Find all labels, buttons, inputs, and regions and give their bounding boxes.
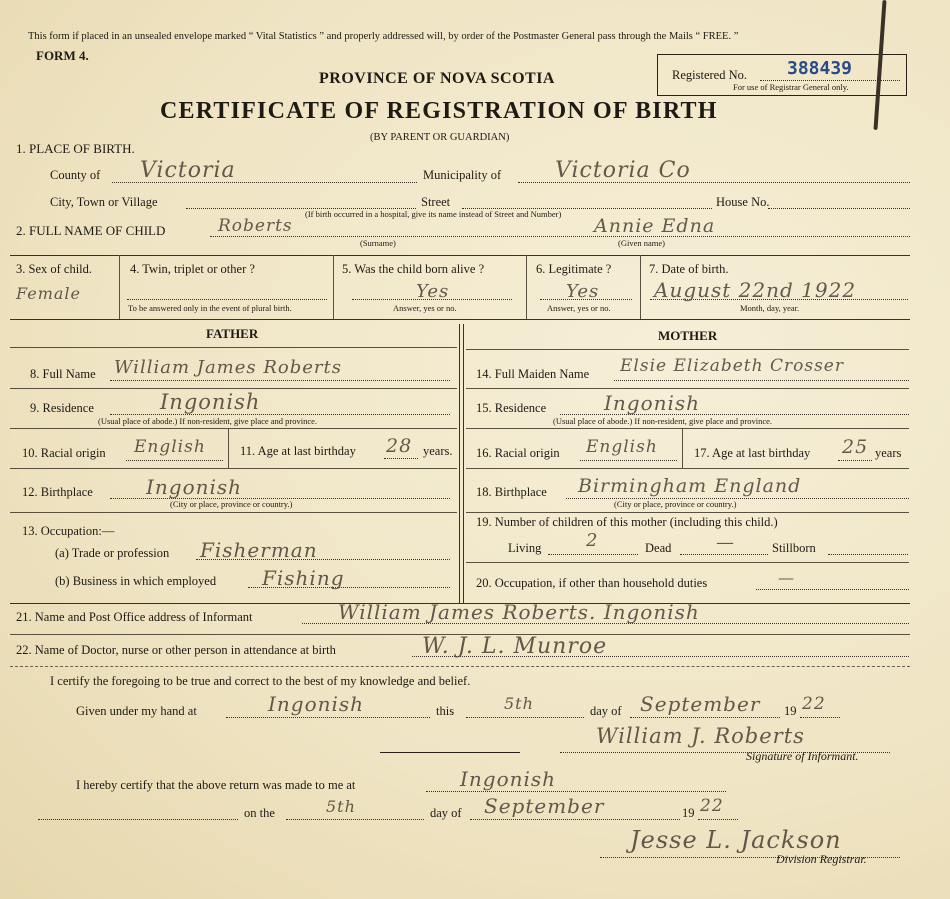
county-value: Victoria <box>140 158 236 183</box>
legitimate-caption: Answer, yes or no. <box>547 303 611 313</box>
father-business-label: (b) Business in which employed <box>55 574 217 588</box>
informant-value: William James Roberts. Ingonish <box>338 600 700 624</box>
born-alive-value: Yes <box>416 281 450 302</box>
mother-birthplace-label: 18. Birthplace <box>476 485 547 499</box>
father-racial-label: 10. Racial origin <box>22 446 106 460</box>
mother-residence-value: Ingonish <box>604 391 701 415</box>
county-label: County of <box>50 168 101 182</box>
father-years-label: years. <box>423 444 453 458</box>
date-of-birth-caption: Month, day, year. <box>740 303 800 313</box>
given-month-value: September <box>640 692 761 716</box>
municipality-value: Victoria Co <box>555 158 691 183</box>
father-trade-value: Fisherman <box>200 538 318 562</box>
father-business-value: Fishing <box>262 566 345 590</box>
form-number: FORM 4. <box>36 48 89 63</box>
father-trade-label: (a) Trade or profession <box>55 546 170 560</box>
given-name-caption: (Given name) <box>618 238 665 248</box>
mother-residence-caption: (Usual place of abode.) If non-resident, give place and province. <box>553 416 773 426</box>
father-birthplace-value: Ingonish <box>146 475 243 499</box>
place-of-birth-label: 1. PLACE OF BIRTH. <box>16 141 135 156</box>
registrar-day-of-label: day of <box>430 806 462 820</box>
mother-occupation-label: 20. Occupation, if other than household duties <box>476 576 708 590</box>
father-residence-value: Ingonish <box>160 390 261 414</box>
given-under-label: Given under my hand at <box>76 704 197 718</box>
registered-label: Registered No. <box>672 68 747 82</box>
certificate-subtitle: (BY PARENT OR GUARDIAN) <box>370 132 510 143</box>
registrar-on-label: on the <box>244 806 275 820</box>
registrar-place-value: Ingonish <box>460 767 557 791</box>
date-of-birth-value: August 22nd 1922 <box>654 278 857 302</box>
registrar-caption: Division Registrar. <box>776 852 867 866</box>
street-label: Street <box>421 195 451 209</box>
registrar-year-prefix: 19 <box>682 806 695 820</box>
mother-age-value: 25 <box>842 436 869 458</box>
this-label: this <box>436 704 455 718</box>
house-number-label: House No. <box>716 195 770 209</box>
father-name-label: 8. Full Name <box>30 367 96 381</box>
doctor-value: W. J. L. Munroe <box>422 634 608 659</box>
mailing-notice: This form if placed in an unsealed envelope marked “ Vital Statistics ” and properly addressed will, by order of the Postmaster General pass through the Mails “ FREE. ” <box>28 31 739 42</box>
child-name-label: 2. FULL NAME OF CHILD <box>16 223 166 238</box>
registrar-month-value: September <box>484 794 605 818</box>
father-name-value: William James Roberts <box>114 357 342 378</box>
mother-racial-label: 16. Racial origin <box>476 446 560 460</box>
registrar-day-value: 5th <box>326 797 356 816</box>
living-label: Living <box>508 541 542 555</box>
given-day-value: 5th <box>504 694 534 713</box>
father-age-value: 28 <box>386 435 413 457</box>
given-year-prefix: 19 <box>784 704 797 718</box>
dead-label: Dead <box>645 541 672 555</box>
father-age-label: 11. Age at last birthday <box>240 444 356 458</box>
legitimate-label: 6. Legitimate ? <box>536 262 612 276</box>
province-heading: PROVINCE OF NOVA SCOTIA <box>319 70 555 87</box>
father-residence-caption: (Usual place of abode.) If non-resident, give place and province. <box>98 416 318 426</box>
father-racial-value: English <box>134 437 206 457</box>
municipality-label: Municipality of <box>423 168 502 182</box>
day-of-label: day of <box>590 704 622 718</box>
mother-residence-label: 15. Residence <box>476 401 547 415</box>
sex-value: Female <box>16 284 81 303</box>
mother-age-label: 17. Age at last birthday <box>694 446 811 460</box>
city-label: City, Town or Village <box>50 195 158 209</box>
living-value: 2 <box>586 530 599 551</box>
mother-occupation-value: — <box>778 568 795 587</box>
mother-years-label: years <box>875 446 902 460</box>
twin-note: To be answered only in the event of plural birth. <box>128 303 292 313</box>
mother-name-label: 14. Full Maiden Name <box>476 367 590 381</box>
born-alive-caption: Answer, yes or no. <box>393 303 457 313</box>
hospital-note: (If birth occurred in a hospital, give its name instead of Street and Number) <box>305 209 562 219</box>
mother-birthplace-value: Birmingham England <box>578 475 802 497</box>
mother-birthplace-caption: (City or place, province or country.) <box>614 499 737 509</box>
sex-label: 3. Sex of child. <box>16 262 93 276</box>
stillborn-label: Stillborn <box>772 541 816 555</box>
legitimate-value: Yes <box>566 281 600 302</box>
registrar-use-note: For use of Registrar General only. <box>733 82 849 92</box>
mother-children-label: 19. Number of children of this mother (including this child.) <box>476 515 778 529</box>
registrar-year-value: 22 <box>700 796 724 816</box>
father-birthplace-label: 12. Birthplace <box>22 485 93 499</box>
informant-signature-caption: Signature of Informant. <box>746 749 859 763</box>
registrar-statement: I hereby certify that the above return was made to me at <box>76 778 356 792</box>
registrar-signature: Jesse L. Jackson <box>630 826 842 854</box>
dead-value: — <box>716 532 735 553</box>
given-place-value: Ingonish <box>268 692 365 716</box>
father-heading: FATHER <box>206 326 259 341</box>
registered-number: 388439 <box>787 58 853 79</box>
doctor-label: 22. Name of Doctor, nurse or other person in attendance at birth <box>16 643 336 657</box>
mother-racial-value: English <box>586 437 658 457</box>
given-year-value: 22 <box>802 694 826 714</box>
father-residence-label: 9. Residence <box>30 401 94 415</box>
mother-name-value: Elsie Elizabeth Crosser <box>620 356 844 376</box>
informant-signature: William J. Roberts <box>596 724 805 748</box>
child-given-name: Annie Edna <box>594 215 716 237</box>
mother-heading: MOTHER <box>658 328 718 343</box>
surname-caption: (Surname) <box>360 238 396 248</box>
born-alive-label: 5. Was the child born alive ? <box>342 262 485 276</box>
certificate-title: CERTIFICATE OF REGISTRATION OF BIRTH <box>160 98 718 124</box>
father-occupation-label: 13. Occupation:— <box>22 524 115 538</box>
certification-statement: I certify the foregoing to be true and correct to the best of my knowledge and belief. <box>50 674 471 688</box>
informant-label: 21. Name and Post Office address of Informant <box>16 610 253 624</box>
date-of-birth-label: 7. Date of birth. <box>649 262 729 276</box>
child-surname: Roberts <box>218 216 293 236</box>
father-birthplace-caption: (City or place, province or country.) <box>170 499 293 509</box>
twin-label: 4. Twin, triplet or other ? <box>130 262 255 276</box>
